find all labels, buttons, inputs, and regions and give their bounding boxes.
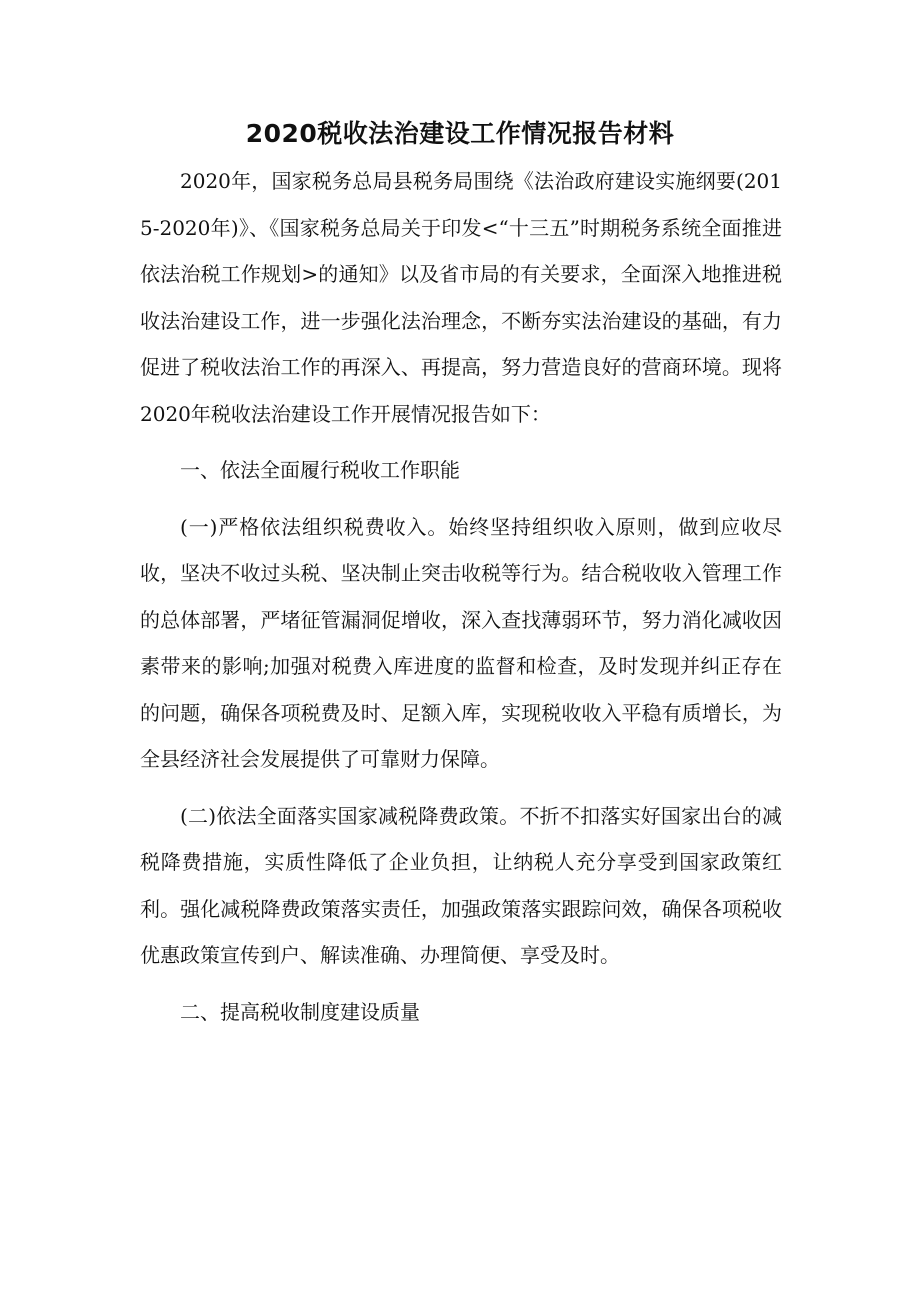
section-1-paragraph-1: (一)严格依法组织税费收入。始终坚持组织收入原则，做到应收尽收，坚决不收过头税、坚决制止突击收税等行为。结合税收收入管理工作的总体部署，严堵征管漏洞促增收，深入查找薄弱环节，努力消化减收因素带来的影响;加强对税费入库进度的监督和检查，及时发现并纠正存在的问题，确保各项税费及时、足额入库，实现税收收入平稳有质增长，为全县经济社会发展提供了可靠财力保障。 <box>140 514 782 771</box>
spacer <box>140 783 782 793</box>
spacer <box>140 494 782 504</box>
section-1-heading: 一、依法全面履行税收工作职能 <box>180 458 460 482</box>
intro-paragraph: 2020年，国家税务总局县税务局围绕《法治政府建设实施纲要(2015-2020年)》、《国家税务总局关于印发<“十三五”时期税务系统全面推进依法治税工作规划>的通知》以及省市局的有关要求，全面深入地推进税收法治建设工作，进一步强化法治理念，不断夯实法治建设的基础，有力促进了税收法治工作的再深入、再提高，努力营造良好的营商环境。现将2020年税收法治建设工作开展情况报告如下： <box>140 169 782 426</box>
section-1-paragraph-2: (二)依法全面落实国家减税降费政策。不折不扣落实好国家出台的减税降费措施，实质性降低了企业负担，让纳税人充分享受到国家政策红利。强化减税降费政策落实责任，加强政策落实跟踪问效，确保各项税收优惠政策宣传到户、解读准确、办理简便、享受及时。 <box>140 803 782 967</box>
spacer <box>140 437 782 447</box>
document-title: 2020税收法治建设工作情况报告材料 <box>245 119 675 148</box>
document-body <box>140 158 782 1035</box>
spacer <box>140 979 782 989</box>
section-2-heading: 二、提高税收制度建设质量 <box>180 999 420 1024</box>
